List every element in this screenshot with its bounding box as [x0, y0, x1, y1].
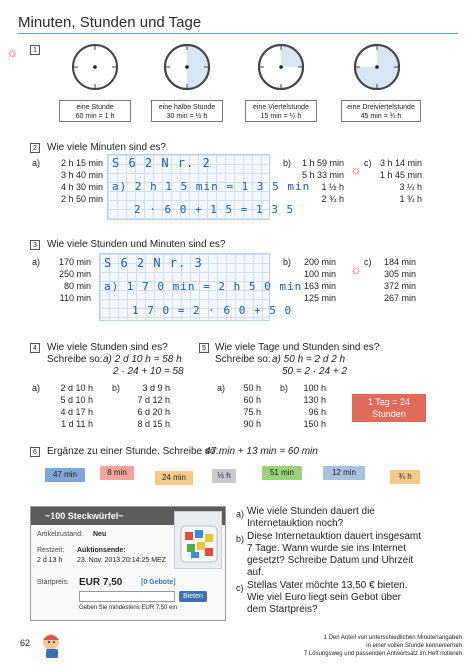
exercise-item: 6 d 20 h [137, 407, 170, 417]
column-b-label: b) [112, 383, 121, 393]
exercise-item: 1 ¾ h [399, 194, 422, 204]
sun-icon: ☼ [6, 44, 19, 60]
mascot-icon [38, 630, 68, 660]
info-line: 1 Tag = 24 Stunden [367, 397, 411, 419]
exercise-item: 125 min [303, 293, 336, 303]
exercise-item: 3 h 14 min [379, 158, 422, 168]
exercise-item: 3 h 40 min [60, 170, 103, 180]
column-a-label: a) [32, 257, 41, 267]
page-number: 62 [20, 638, 31, 648]
exercise-column-b [294, 157, 344, 205]
handwritten-answer: a) 1 7 0 min = 2 h 5 0 min [104, 280, 303, 293]
exercise-item: 1 h 59 min [301, 158, 344, 168]
exercise-column-b [294, 256, 336, 304]
minute-card: ½ h [212, 469, 236, 483]
hint-example: a) 2 d 10 h = 58 h [103, 354, 182, 365]
exercise-item: 267 min [383, 293, 416, 303]
exercise-item: 2 h 50 min [60, 194, 103, 204]
exercise-item: 80 min [63, 281, 91, 291]
caption-title: eine Viertelstunde [253, 104, 309, 111]
hint-example: 47 min + 13 min = 60 min [205, 446, 318, 457]
minute-card: 47 min [45, 468, 85, 482]
task-question: Wie viele Stunden sind es? [47, 342, 168, 353]
caption-quarter-hour [245, 100, 317, 122]
exercise-item: 5 h 33 min [301, 170, 344, 180]
exercise-item: 150 h [303, 419, 326, 429]
exercise-item: 184 min [383, 257, 416, 267]
task-number: 1 [30, 45, 40, 55]
hint-calculation: 50 = 2 · 24 + 2 [282, 366, 348, 377]
caption-equation: 45 min = ¾ h [360, 113, 402, 120]
caption-title: eine Stunde [76, 104, 114, 111]
exercise-item: 130 h [303, 395, 326, 405]
exercise-item: 170 min [58, 257, 91, 267]
question-a: Wie viele Stunden dauert die Internetauktion noch? [247, 506, 375, 529]
info-box [352, 394, 426, 431]
exercise-column-b [290, 382, 326, 430]
bid-button[interactable]: Bieten [179, 591, 207, 602]
auction-state-value: Neu [93, 531, 107, 538]
task-number: 5 [199, 343, 209, 353]
minute-card: 8 min [100, 466, 134, 480]
bid-input[interactable] [79, 591, 175, 602]
footnote-1-cont: in einer vollen Stunde kennenlernen [366, 643, 462, 649]
exercise-item: 100 h [303, 383, 326, 393]
exercise-item: 4 h 30 min [60, 182, 103, 192]
exercise-item: 75 h [243, 407, 261, 417]
exercise-item: 305 min [383, 269, 416, 279]
exercise-item: 90 h [243, 419, 261, 429]
auction-title: ~100 Steckwürfel~ [31, 507, 225, 525]
exercise-item: 2 ¾ h [321, 194, 344, 204]
column-c-label: c) [364, 257, 372, 267]
exercise-item: 110 min [59, 293, 91, 303]
product-image [174, 511, 222, 569]
column-b-label: b) [283, 158, 292, 168]
exercise-item: 2 h 15 min [60, 158, 103, 168]
handwritten-answer: a) 2 h 1 5 min = 1 3 5 min [112, 180, 311, 193]
hint-example: a) 50 h = 2 d 2 h [272, 354, 346, 365]
exercise-item: 2 d 10 h [60, 383, 93, 393]
caption-one-hour [59, 100, 131, 122]
exercise-item: 3 d 9 h [142, 383, 170, 393]
exercise-column-a [43, 157, 103, 205]
footnotes [240, 634, 462, 658]
exercise-column-a [228, 382, 261, 430]
question-c: Stellas Vater möchte 13,50 € bieten. Wie viel Euro liegt sein Gebot über dem Startpreis? [247, 580, 408, 615]
task-number: 2 [30, 143, 40, 153]
handwritten-heading: S 6 2 N r. 3 [104, 256, 203, 270]
exercise-item: 5 d 10 h [60, 395, 93, 405]
page-title: Minuten, Stunden und Tage [18, 14, 202, 31]
clock-full-hour [70, 42, 120, 92]
clock-three-quarter-hour [352, 42, 402, 92]
info-line: 1 d = 24 h [368, 421, 410, 431]
question-b-label: b) [236, 534, 245, 544]
hint-prefix: Schreibe so: [47, 354, 103, 365]
task-number: 3 [30, 240, 40, 250]
exercise-item: 100 min [303, 269, 336, 279]
exercise-item: 372 min [383, 281, 416, 291]
auction-min-bid: Geben Sie mindestens EUR 7,50 ein [79, 605, 178, 611]
auction-end-label: Auktionsende: [77, 547, 126, 554]
question-c-label: c) [236, 583, 244, 593]
exercise-item: 1 d 11 h [61, 419, 93, 429]
exercise-item: 163 min [303, 281, 336, 291]
auction-end-value: 23. Nov. 2013 20:14:25 MEZ [77, 557, 166, 564]
auction-start-label: Startpreis: [37, 579, 69, 586]
caption-equation: 15 min = ¼ h [260, 113, 302, 120]
column-b-label: b) [283, 257, 292, 267]
minute-card: ¾ h [390, 470, 420, 484]
exercise-item: 8 d 15 h [137, 419, 170, 429]
caption-equation: 60 min = 1 h [75, 113, 115, 120]
hint-calculation: 2 · 24 + 10 = 58 [113, 366, 184, 377]
task-question: Wie viele Minuten sind es? [47, 142, 166, 153]
caption-three-quarter-hour [341, 100, 421, 122]
minute-card: 24 min [155, 471, 193, 485]
auction-bids: [0 Gebote] [141, 579, 176, 586]
exercise-item: 96 h [308, 407, 326, 417]
handwritten-calculation: 1 7 0 = 2 · 6 0 + 5 0 [132, 304, 293, 317]
exercise-item: 1 h 45 min [379, 170, 422, 180]
column-a-label: a) [217, 383, 226, 393]
column-b-label: b) [280, 383, 289, 393]
sun-icon: ☼ [350, 162, 362, 177]
clock-half-hour [162, 42, 212, 92]
exercise-column-c [374, 256, 416, 304]
auction-state-label: Artikelzustand: [37, 531, 83, 538]
footnote-2: 7 Lösungsweg und passenden Antwortsatz im Heft notieren [303, 651, 462, 657]
auction-rest-label: Restzeit: [37, 547, 65, 554]
minute-card: 12 min [323, 466, 365, 480]
exercise-column-c [374, 157, 422, 205]
caption-title: eine Dreiviertelstunde [347, 104, 415, 111]
caption-equation: 30 min = ½ h [166, 113, 208, 120]
title-divider [18, 33, 458, 34]
question-b: Diese Internetauktion dauert insgesamt 7 Tage. Wann wurde sie ins Internet gesetzt? Schreibe Datum und Uhrzeit auf. [247, 531, 421, 578]
exercise-item: 3 ¼ h [399, 182, 422, 192]
exercise-item: 1 ½ h [321, 182, 344, 192]
task-number: 6 [30, 447, 40, 457]
task-question: Wie viele Tage und Stunden sind es? [215, 342, 380, 353]
exercise-item: 60 h [243, 395, 261, 405]
hint-prefix: Schreibe so: [215, 354, 271, 365]
exercise-item: 250 min [58, 269, 91, 279]
sun-icon: ☼ [350, 262, 362, 277]
auction-card [30, 506, 226, 621]
auction-rest-value: 2 d 13 h [37, 557, 63, 564]
handwritten-calculation: 2 · 6 0 + 1 5 = 1 3 5 [134, 203, 295, 216]
exercise-column-a [43, 256, 91, 304]
task-number: 4 [30, 343, 40, 353]
exercise-item: 50 h [243, 383, 261, 393]
exercise-item: 200 min [303, 257, 336, 267]
column-c-label: c) [364, 158, 372, 168]
exercise-item: 7 d 12 h [137, 395, 170, 405]
task-question: Wie viele Stunden und Minuten sind es? [47, 239, 226, 250]
auction-price: EUR 7,50 [79, 577, 123, 588]
minute-card: 51 min [262, 466, 302, 480]
caption-half-hour [151, 100, 223, 122]
task-question: Ergänze zu einer Stunde. Schreibe so: [47, 446, 219, 457]
caption-title: eine halbe Stunde [158, 104, 216, 111]
exercise-column-a [43, 382, 93, 430]
clock-quarter-hour [256, 42, 306, 92]
column-a-label: a) [32, 383, 41, 393]
question-a-label: a) [236, 509, 245, 519]
column-a-label: a) [32, 158, 41, 168]
handwritten-heading: S 6 2 N r. 2 [112, 156, 211, 170]
exercise-item: 4 d 17 h [60, 407, 93, 417]
exercise-column-b [122, 382, 170, 430]
footnote-1: 1 Den Anteil von unterschiedlichen Minutenangaben [323, 635, 462, 641]
